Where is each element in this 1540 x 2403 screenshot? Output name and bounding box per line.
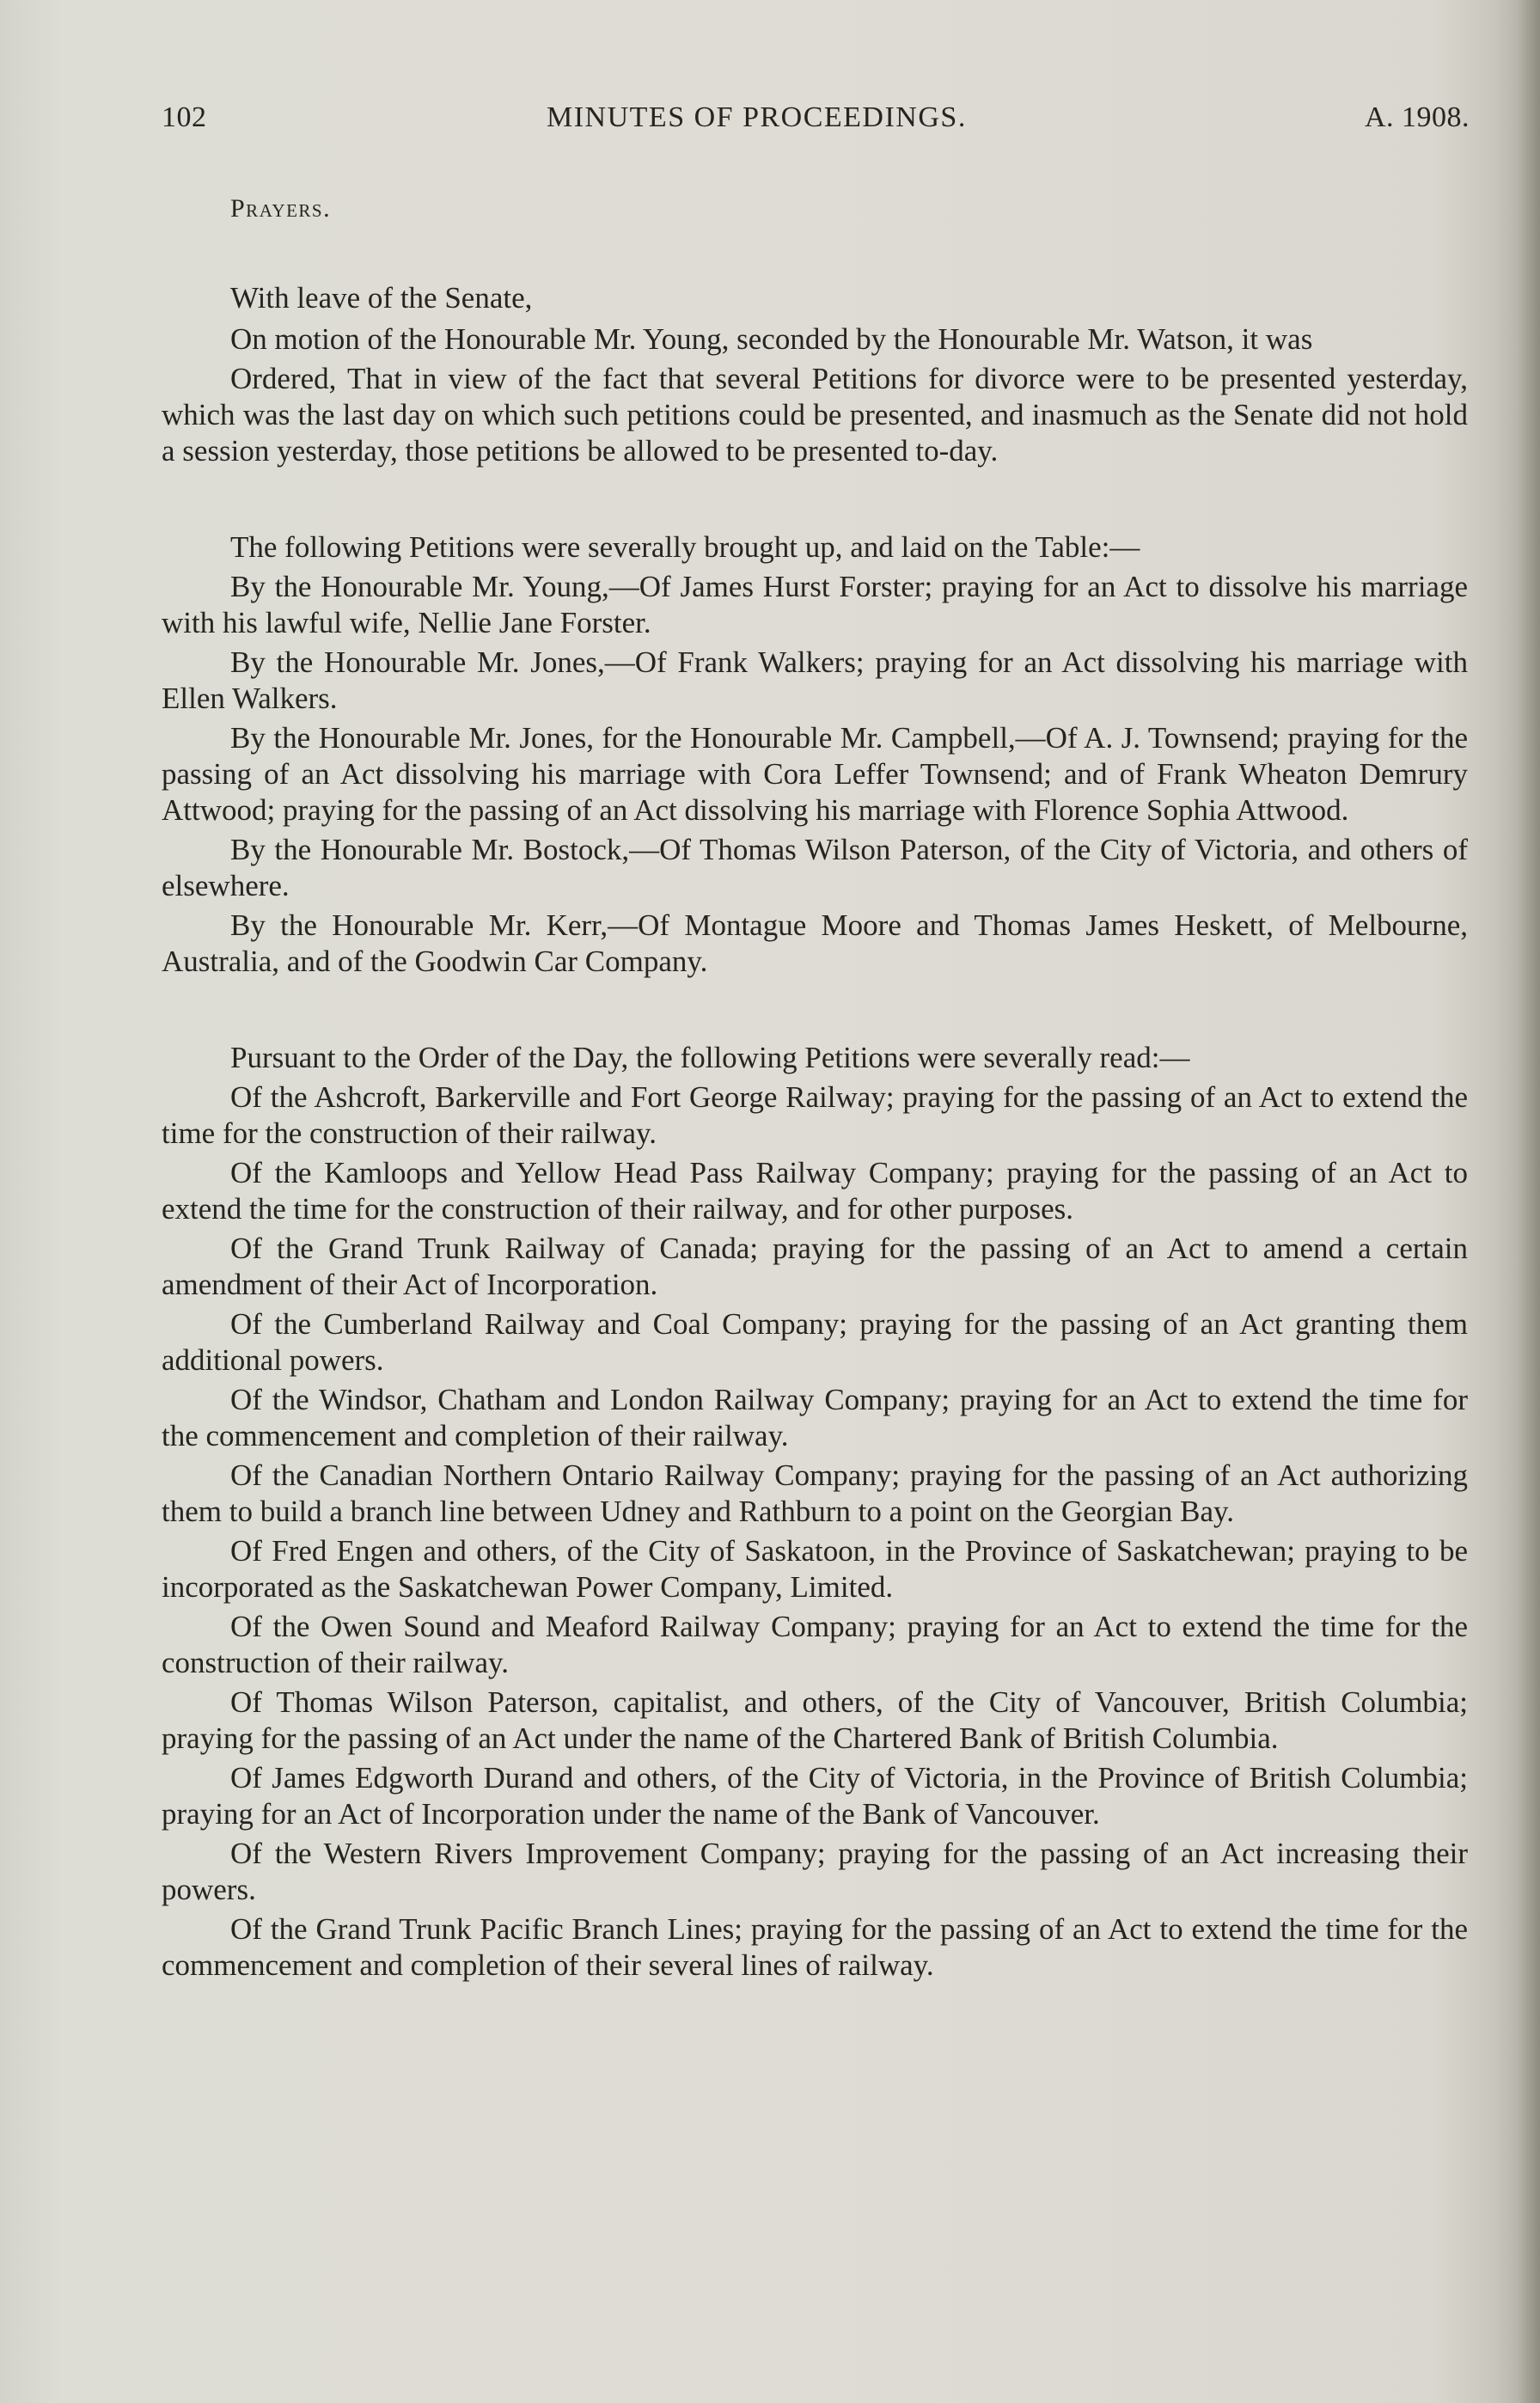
paragraph-read-windsor: Of the Windsor, Chatham and London Railway Company; praying for an Act to extend the time for the commencement and completion of their railway. bbox=[162, 1383, 1468, 1452]
paragraph-leave: With leave of the Senate, bbox=[230, 281, 533, 315]
paragraph-petition-kerr: By the Honourable Mr. Kerr,—Of Montague Moore and Thomas James Heskett, of Melbourne, Australia, and of the Goodwin Car Company. bbox=[162, 908, 1468, 978]
page-number: 102 bbox=[162, 101, 207, 133]
paragraph-read-western-rivers: Of the Western Rivers Improvement Company; praying for the passing of an Act increasing their powers. bbox=[162, 1837, 1468, 1906]
paragraph-petition-campbell: By the Honourable Mr. Jones, for the Honourable Mr. Campbell,—Of A. J. Townsend; praying for the passing of an Act dissolving his marriage with Cora Leffer Townsend; and of Frank Wheaton Demrury Attwood; praying for the passing of an Act dissolving his marriage with Florence Sophia Attwood. bbox=[162, 721, 1468, 827]
paragraph-read-canadian-northern: Of the Canadian Northern Ontario Railway Company; praying for the passing of an Act authorizing them to build a branch line between Udney and Rathburn to a point on the Georgian Bay. bbox=[162, 1458, 1468, 1528]
paragraph-petition-young: By the Honourable Mr. Young,—Of James Hurst Forster; praying for an Act to dissolve his marriage with his lawful wife, Nellie Jane Forster. bbox=[162, 570, 1468, 639]
paragraph-motion: On motion of the Honourable Mr. Young, seconded by the Honourable Mr. Watson, it was bbox=[230, 322, 1313, 356]
paragraph-ordered: Ordered, That in view of the fact that several Petitions for divorce were to be presented yesterday, which was the last day on which such petitions could be presented, and inasmuch as the Senate did not hold a session yesterday, those petitions be allowed to be presented to-day. bbox=[162, 362, 1468, 468]
paragraph-read-ashcroft: Of the Ashcroft, Barkerville and Fort George Railway; praying for the passing of an Act to extend the time for the construction of their railway. bbox=[162, 1080, 1468, 1150]
paragraph-petitions-intro: The following Petitions were severally brought up, and laid on the Table:— bbox=[230, 530, 1140, 564]
section-heading-prayers: Prayers. bbox=[230, 194, 332, 223]
paragraph-order-of-day: Pursuant to the Order of the Day, the following Petitions were severally read:— bbox=[230, 1041, 1190, 1074]
paragraph-read-kamloops: Of the Kamloops and Yellow Head Pass Railway Company; praying for the passing of an Act to extend the time for the construction of their railway, and for other purposes. bbox=[162, 1156, 1468, 1226]
paragraph-read-cumberland: Of the Cumberland Railway and Coal Company; praying for the passing of an Act granting them additional powers. bbox=[162, 1307, 1468, 1377]
running-title: MINUTES OF PROCEEDINGS. bbox=[547, 101, 967, 133]
session-year: A. 1908. bbox=[1364, 101, 1470, 133]
paragraph-petition-bostock: By the Honourable Mr. Bostock,—Of Thomas Wilson Paterson, of the City of Victoria, and others of elsewhere. bbox=[162, 833, 1468, 902]
paragraph-read-owen-sound: Of the Owen Sound and Meaford Railway Company; praying for an Act to extend the time for the construction of their railway. bbox=[162, 1610, 1468, 1679]
page-edge-shadow bbox=[1518, 0, 1540, 2403]
paragraph-read-grand-trunk: Of the Grand Trunk Railway of Canada; praying for the passing of an Act to amend a certain amendment of their Act of Incorporation. bbox=[162, 1232, 1468, 1301]
paragraph-read-grand-trunk-pacific: Of the Grand Trunk Pacific Branch Lines; praying for the passing of an Act to extend the time for the commencement and completion of their several lines of railway. bbox=[162, 1912, 1468, 1982]
paragraph-read-engen: Of Fred Engen and others, of the City of Saskatoon, in the Province of Saskatchewan; praying to be incorporated as the Saskatchewan Power Company, Limited. bbox=[162, 1534, 1468, 1604]
page-body bbox=[162, 194, 1468, 1987]
paragraph-petition-jones: By the Honourable Mr. Jones,—Of Frank Walkers; praying for an Act dissolving his marriage with Ellen Walkers. bbox=[162, 645, 1468, 715]
paragraph-read-paterson: Of Thomas Wilson Paterson, capitalist, and others, of the City of Vancouver, British Columbia; praying for the passing of an Act under the name of the Chartered Bank of British Columbia. bbox=[162, 1685, 1468, 1755]
running-header bbox=[162, 101, 1470, 144]
paragraph-read-durand: Of James Edgworth Durand and others, of the City of Victoria, in the Province of British Columbia; praying for an Act of Incorporation under the name of the Bank of Vancouver. bbox=[162, 1761, 1468, 1831]
